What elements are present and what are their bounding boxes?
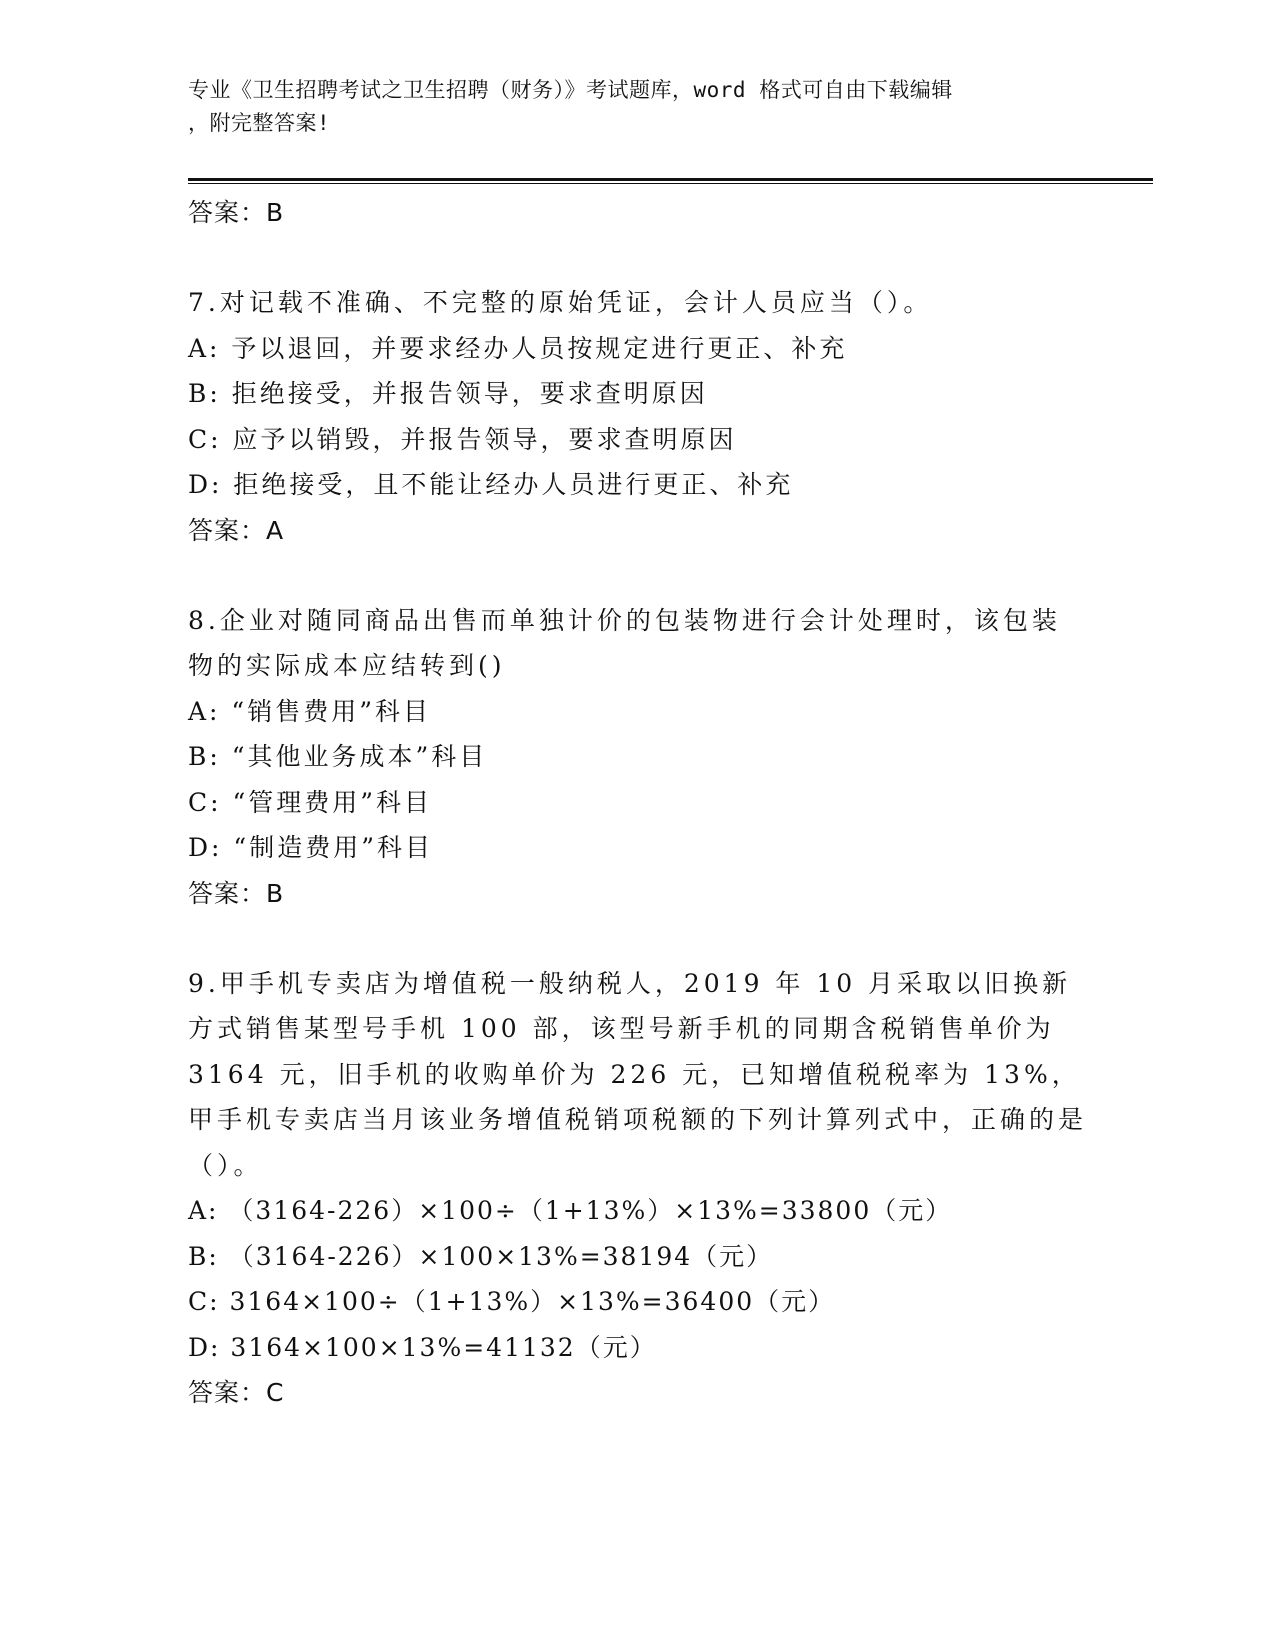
answer-label: 答案： xyxy=(188,515,267,545)
answer-line xyxy=(188,190,1088,235)
answer-label: 答案： xyxy=(188,198,267,227)
question-text: 7.对记载不准确、不完整的原始凭证，会计人员应当（）。 xyxy=(188,288,933,317)
question-text: 9.甲手机专卖店为增值税一般纳税人，2019 年 10 月采取以旧换新方式销售某型号手机 100 部，该型号新手机的同期含税销售单价为 3164 元，旧手机的收购单价为 226 元，已知增值税税率为 13%，甲手机专卖店当月该业务增值税销项税额的下列计算列式中，正确的是（）。 xyxy=(188,968,1088,1180)
answer-label: 答案： xyxy=(188,878,267,908)
option-d: D: 3164×100×13%=41132（元） xyxy=(188,1332,657,1362)
answer-line xyxy=(188,508,1088,553)
header-line-2: ，附完整答案! xyxy=(188,111,331,135)
header-line-1: 专业《卫生招聘考试之卫生招聘（财务）》考试题库，word 格式可自由下载编辑 xyxy=(188,78,953,102)
answer-value: B xyxy=(266,198,285,227)
option-c: C: 3164×100÷（1+13%）×13%=36400（元） xyxy=(188,1287,836,1316)
answer-value: A xyxy=(266,515,285,545)
option-d: D: 拒绝接受，且不能让经办人员进行更正、补充 xyxy=(188,470,794,499)
option-b: B: （3164-226）×100×13%=38194（元） xyxy=(188,1241,774,1271)
option-a: A: 予以退回，并要求经办人员按规定进行更正、补充 xyxy=(188,333,848,363)
option-a: A: （3164-226）×100÷（1+13%）×13%=33800（元） xyxy=(188,1196,953,1225)
option-c: C: “管理费用”科目 xyxy=(188,787,433,817)
option-c: C: 应予以销毁，并报告领导，要求查明原因 xyxy=(188,424,737,454)
answer-value: C xyxy=(266,1378,285,1407)
header-divider-thin xyxy=(188,183,1153,184)
option-d: D: “制造费用”科目 xyxy=(188,833,433,862)
document-header xyxy=(188,74,1068,140)
document-body xyxy=(188,190,1088,1415)
answer-value: B xyxy=(266,878,285,908)
question-block xyxy=(188,961,1088,1416)
question-text: 8.企业对随同商品出售而单独计价的包装物进行会计处理时，该包装物的实际成本应结转到() xyxy=(188,605,1061,680)
answer-label: 答案： xyxy=(188,1378,267,1407)
option-b: B: 拒绝接受，并报告领导，要求查明原因 xyxy=(188,379,708,408)
answer-line xyxy=(188,1370,1088,1415)
answer-line xyxy=(188,871,1088,916)
question-block xyxy=(188,280,1088,553)
option-b: B: “其他业务成本”科目 xyxy=(188,742,488,771)
option-a: A: “销售费用”科目 xyxy=(188,696,431,726)
header-divider-thick xyxy=(188,178,1153,181)
question-block xyxy=(188,598,1088,916)
